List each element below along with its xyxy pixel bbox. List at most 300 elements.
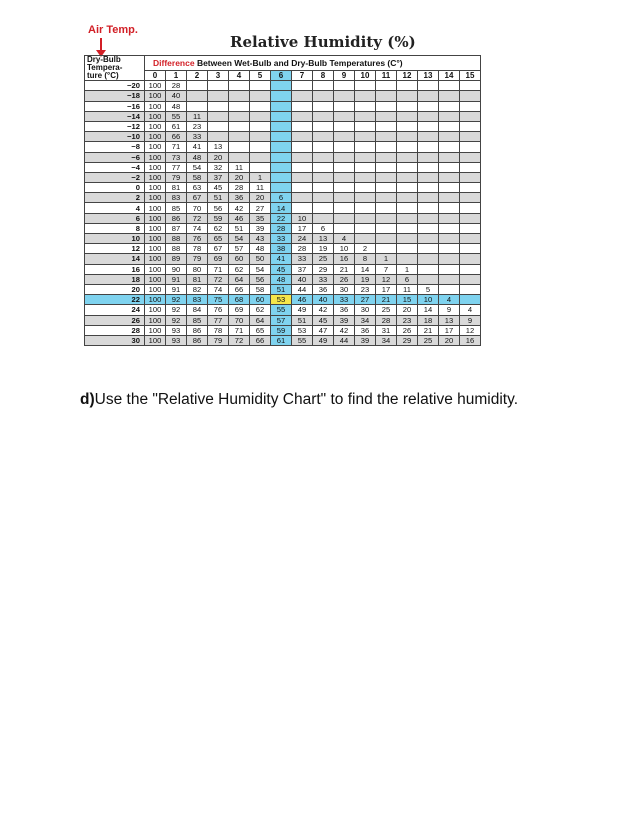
table-cell: 12 — [460, 325, 481, 335]
row-label: −16 — [85, 101, 145, 111]
table-cell — [376, 152, 397, 162]
table-cell: 19 — [313, 244, 334, 254]
table-cell: 79 — [208, 335, 229, 345]
table-cell: 100 — [145, 295, 166, 305]
table-cell — [208, 132, 229, 142]
table-cell: 40 — [166, 91, 187, 101]
table-cell: 34 — [355, 315, 376, 325]
table-cell — [292, 101, 313, 111]
table-cell: 92 — [166, 305, 187, 315]
table-cell: 53 — [271, 295, 292, 305]
table-cell: 64 — [250, 315, 271, 325]
table-cell: 100 — [145, 172, 166, 182]
table-cell: 24 — [292, 234, 313, 244]
table-cell: 91 — [166, 284, 187, 294]
row-label: −10 — [85, 132, 145, 142]
table-cell — [439, 284, 460, 294]
row-label: 14 — [85, 254, 145, 264]
table-cell — [313, 81, 334, 91]
table-cell — [439, 121, 460, 131]
table-cell: 21 — [334, 264, 355, 274]
table-cell: 26 — [397, 325, 418, 335]
table-cell: 1 — [397, 264, 418, 274]
table-cell: 20 — [208, 152, 229, 162]
table-cell — [229, 101, 250, 111]
row-label: 12 — [85, 244, 145, 254]
table-cell — [292, 121, 313, 131]
table-cell: 45 — [271, 264, 292, 274]
table-cell: 33 — [187, 132, 208, 142]
table-cell — [460, 284, 481, 294]
row-label: −20 — [85, 81, 145, 91]
table-row — [85, 142, 481, 152]
table-cell — [439, 172, 460, 182]
table-cell — [460, 152, 481, 162]
table-cell — [313, 91, 334, 101]
table-cell: 36 — [229, 193, 250, 203]
table-cell: 72 — [208, 274, 229, 284]
table-row — [85, 274, 481, 284]
table-cell: 67 — [208, 244, 229, 254]
table-cell: 100 — [145, 234, 166, 244]
row-label: 28 — [85, 325, 145, 335]
table-cell: 48 — [250, 244, 271, 254]
table-cell: 58 — [187, 172, 208, 182]
table-cell — [313, 132, 334, 142]
table-cell: 32 — [208, 162, 229, 172]
table-cell — [460, 172, 481, 182]
table-cell: 100 — [145, 162, 166, 172]
table-cell: 36 — [334, 305, 355, 315]
table-cell: 100 — [145, 101, 166, 111]
table-cell — [313, 101, 334, 111]
table-cell: 1 — [376, 254, 397, 264]
table-cell: 36 — [313, 284, 334, 294]
table-row — [85, 223, 481, 233]
table-cell — [439, 183, 460, 193]
table-cell: 4 — [439, 295, 460, 305]
table-cell: 92 — [166, 315, 187, 325]
corner-label — [85, 56, 145, 81]
table-cell: 14 — [418, 305, 439, 315]
table-cell — [397, 254, 418, 264]
question-d — [80, 389, 560, 411]
table-cell — [271, 121, 292, 131]
table-cell: 9 — [439, 305, 460, 315]
table-cell: 10 — [292, 213, 313, 223]
table-cell: 100 — [145, 81, 166, 91]
table-cell — [439, 203, 460, 213]
table-cell: 36 — [355, 325, 376, 335]
table-cell: 35 — [250, 213, 271, 223]
row-label: −6 — [85, 152, 145, 162]
table-cell — [418, 81, 439, 91]
table-cell — [418, 172, 439, 182]
table-cell: 17 — [439, 325, 460, 335]
table-cell — [376, 142, 397, 152]
table-cell: 5 — [418, 284, 439, 294]
table-row — [85, 121, 481, 131]
table-cell — [418, 193, 439, 203]
table-row — [85, 295, 481, 305]
column-header: 4 — [229, 71, 250, 81]
table-cell: 53 — [292, 325, 313, 335]
table-cell — [460, 223, 481, 233]
table-cell — [271, 81, 292, 91]
table-cell — [313, 121, 334, 131]
table-cell — [460, 91, 481, 101]
table-cell — [397, 81, 418, 91]
table-cell — [418, 101, 439, 111]
table-cell: 23 — [355, 284, 376, 294]
table-cell — [187, 81, 208, 91]
table-cell — [439, 101, 460, 111]
table-cell: 12 — [376, 274, 397, 284]
table-cell — [460, 193, 481, 203]
table-cell: 49 — [292, 305, 313, 315]
table-cell: 30 — [355, 305, 376, 315]
table-cell: 77 — [208, 315, 229, 325]
table-cell: 33 — [292, 254, 313, 264]
table-cell — [250, 142, 271, 152]
table-cell: 88 — [166, 244, 187, 254]
table-cell: 28 — [271, 223, 292, 233]
table-cell — [250, 162, 271, 172]
table-cell: 51 — [208, 193, 229, 203]
table-cell: 50 — [250, 254, 271, 264]
table-cell — [439, 213, 460, 223]
table-cell: 55 — [166, 111, 187, 121]
table-cell — [334, 223, 355, 233]
table-cell: 100 — [145, 213, 166, 223]
table-cell: 59 — [208, 213, 229, 223]
column-header: 11 — [376, 71, 397, 81]
table-cell — [460, 213, 481, 223]
table-cell: 16 — [334, 254, 355, 264]
table-cell: 19 — [355, 274, 376, 284]
table-row — [85, 264, 481, 274]
table-cell — [292, 193, 313, 203]
table-cell — [439, 132, 460, 142]
table-cell: 86 — [187, 325, 208, 335]
table-cell: 18 — [418, 315, 439, 325]
column-header: 0 — [145, 71, 166, 81]
table-cell: 58 — [250, 284, 271, 294]
table-cell: 48 — [271, 274, 292, 284]
table-cell — [292, 162, 313, 172]
table-cell: 63 — [187, 183, 208, 193]
table-cell — [355, 81, 376, 91]
table-cell — [376, 223, 397, 233]
table-row — [85, 335, 481, 345]
table-cell — [460, 132, 481, 142]
table-cell — [313, 111, 334, 121]
table-cell: 25 — [376, 305, 397, 315]
row-label: 22 — [85, 295, 145, 305]
table-cell: 46 — [292, 295, 313, 305]
table-cell: 28 — [166, 81, 187, 91]
table-cell — [418, 142, 439, 152]
corner-label-line: ture (°C) — [87, 71, 119, 80]
table-cell: 71 — [166, 142, 187, 152]
table-cell: 69 — [229, 305, 250, 315]
table-cell: 29 — [397, 335, 418, 345]
table-cell: 6 — [271, 193, 292, 203]
table-cell: 29 — [313, 264, 334, 274]
table-cell: 33 — [271, 234, 292, 244]
table-cell: 7 — [376, 264, 397, 274]
table-cell: 13 — [439, 315, 460, 325]
table-cell — [355, 111, 376, 121]
difference-rest: Between Wet-Bulb and Dry-Bulb Temperatures (C°) — [194, 57, 403, 68]
table-cell: 28 — [292, 244, 313, 254]
table-cell: 21 — [418, 325, 439, 335]
table-cell: 79 — [187, 254, 208, 264]
table-cell — [313, 183, 334, 193]
table-row — [85, 101, 481, 111]
table-cell — [397, 193, 418, 203]
table-cell: 100 — [145, 142, 166, 152]
table-cell: 100 — [145, 264, 166, 274]
table-cell — [439, 244, 460, 254]
table-cell: 25 — [313, 254, 334, 264]
table-cell — [229, 91, 250, 101]
row-label: 8 — [85, 223, 145, 233]
table-cell — [460, 81, 481, 91]
question-text: Use the "Relative Humidity Chart" to find the relative humidity. — [94, 391, 519, 408]
table-cell — [355, 91, 376, 101]
difference-header — [145, 56, 481, 71]
table-cell: 74 — [208, 284, 229, 294]
table-cell: 56 — [208, 203, 229, 213]
table-cell — [460, 234, 481, 244]
table-cell — [229, 81, 250, 91]
table-cell — [229, 142, 250, 152]
table-cell — [271, 111, 292, 121]
table-cell: 49 — [313, 335, 334, 345]
table-cell: 85 — [187, 315, 208, 325]
table-cell: 59 — [271, 325, 292, 335]
table-cell — [250, 132, 271, 142]
table-cell — [418, 121, 439, 131]
table-cell — [229, 121, 250, 131]
relative-humidity-chart — [80, 24, 524, 364]
table-cell — [418, 162, 439, 172]
table-cell: 27 — [250, 203, 271, 213]
table-cell: 9 — [460, 315, 481, 325]
table-cell: 10 — [334, 244, 355, 254]
table-cell: 100 — [145, 284, 166, 294]
table-cell: 42 — [229, 203, 250, 213]
column-header: 1 — [166, 71, 187, 81]
table-cell: 62 — [208, 223, 229, 233]
table-cell: 51 — [229, 223, 250, 233]
row-label: 4 — [85, 203, 145, 213]
table-cell: 54 — [229, 234, 250, 244]
table-cell — [208, 121, 229, 131]
table-cell: 8 — [355, 254, 376, 264]
table-cell: 61 — [271, 335, 292, 345]
table-cell: 78 — [208, 325, 229, 335]
table-cell — [355, 152, 376, 162]
table-cell: 100 — [145, 193, 166, 203]
table-cell — [439, 193, 460, 203]
table-cell: 51 — [271, 284, 292, 294]
table-cell: 74 — [187, 223, 208, 233]
column-header: 3 — [208, 71, 229, 81]
table-cell — [271, 91, 292, 101]
table-cell: 33 — [313, 274, 334, 284]
table-cell: 39 — [250, 223, 271, 233]
table-cell — [397, 162, 418, 172]
table-cell — [229, 152, 250, 162]
table-cell: 76 — [187, 234, 208, 244]
table-cell: 62 — [229, 264, 250, 274]
table-cell: 83 — [166, 193, 187, 203]
table-cell — [397, 234, 418, 244]
table-cell — [439, 223, 460, 233]
table-cell: 100 — [145, 183, 166, 193]
column-header: 10 — [355, 71, 376, 81]
table-cell — [334, 132, 355, 142]
table-cell — [313, 213, 334, 223]
table-cell — [460, 274, 481, 284]
column-header: 12 — [397, 71, 418, 81]
table-cell — [292, 81, 313, 91]
table-cell: 37 — [292, 264, 313, 274]
table-cell — [313, 152, 334, 162]
table-cell — [292, 203, 313, 213]
table-row — [85, 152, 481, 162]
table-cell: 100 — [145, 315, 166, 325]
table-cell — [460, 162, 481, 172]
row-label: 26 — [85, 315, 145, 325]
column-header: 5 — [250, 71, 271, 81]
table-cell — [418, 223, 439, 233]
table-cell: 39 — [334, 315, 355, 325]
table-cell: 67 — [187, 193, 208, 203]
chart-title: Relative Humidity (%) — [230, 33, 416, 51]
table-cell — [355, 172, 376, 182]
table-cell — [439, 81, 460, 91]
table-row — [85, 132, 481, 142]
difference-word: Difference — [153, 57, 195, 68]
table-cell: 34 — [376, 335, 397, 345]
row-label: 16 — [85, 264, 145, 274]
table-cell: 23 — [187, 121, 208, 131]
table-cell — [439, 91, 460, 101]
table-cell: 75 — [208, 295, 229, 305]
table-cell — [250, 101, 271, 111]
table-cell — [376, 183, 397, 193]
table-cell — [376, 101, 397, 111]
table-cell — [355, 162, 376, 172]
table-cell — [313, 193, 334, 203]
table-cell — [208, 81, 229, 91]
row-label: −18 — [85, 91, 145, 101]
table-cell — [376, 172, 397, 182]
column-header: 15 — [460, 71, 481, 81]
table-cell: 26 — [334, 274, 355, 284]
table-cell — [460, 121, 481, 131]
table-cell: 66 — [166, 132, 187, 142]
table-cell — [355, 142, 376, 152]
table-cell: 90 — [166, 264, 187, 274]
table-cell — [334, 111, 355, 121]
table-cell — [439, 264, 460, 274]
table-cell — [376, 213, 397, 223]
row-label: 30 — [85, 335, 145, 345]
table-cell — [271, 162, 292, 172]
row-label: 18 — [85, 274, 145, 284]
table-cell — [460, 254, 481, 264]
table-cell — [334, 142, 355, 152]
table-cell — [187, 101, 208, 111]
question-label: d) — [80, 391, 95, 408]
table-cell: 21 — [376, 295, 397, 305]
row-label: −14 — [85, 111, 145, 121]
table-cell — [355, 203, 376, 213]
table-cell — [439, 111, 460, 121]
table-cell: 44 — [334, 335, 355, 345]
table-row — [85, 315, 481, 325]
table-cell — [271, 172, 292, 182]
table-cell: 65 — [250, 325, 271, 335]
table-cell: 46 — [229, 213, 250, 223]
table-cell — [397, 91, 418, 101]
table-cell — [334, 183, 355, 193]
table-cell — [250, 152, 271, 162]
table-row — [85, 91, 481, 101]
table-cell — [334, 101, 355, 111]
table-cell: 13 — [208, 142, 229, 152]
corner-label-line: Tempera- — [87, 63, 123, 72]
table-cell — [292, 132, 313, 142]
table-cell: 30 — [334, 284, 355, 294]
row-label: 20 — [85, 284, 145, 294]
table-cell: 38 — [271, 244, 292, 254]
table-cell: 31 — [376, 325, 397, 335]
table-cell — [418, 254, 439, 264]
table-cell — [418, 132, 439, 142]
table-cell: 100 — [145, 121, 166, 131]
column-header: 7 — [292, 71, 313, 81]
row-label: 2 — [85, 193, 145, 203]
table-row — [85, 213, 481, 223]
table-cell: 17 — [376, 284, 397, 294]
table-cell: 54 — [250, 264, 271, 274]
table-cell: 2 — [355, 244, 376, 254]
table-cell: 72 — [187, 213, 208, 223]
table-cell — [397, 142, 418, 152]
table-cell: 14 — [271, 203, 292, 213]
table-cell — [313, 142, 334, 152]
down-arrow-icon — [100, 38, 102, 52]
table-cell — [292, 152, 313, 162]
table-cell: 14 — [355, 264, 376, 274]
table-cell: 45 — [313, 315, 334, 325]
table-cell: 100 — [145, 254, 166, 264]
table-cell — [460, 264, 481, 274]
table-cell: 4 — [334, 234, 355, 244]
table-cell: 48 — [187, 152, 208, 162]
row-label: −12 — [85, 121, 145, 131]
table-cell: 70 — [229, 315, 250, 325]
table-cell — [355, 193, 376, 203]
table-cell: 69 — [208, 254, 229, 264]
table-cell: 93 — [166, 325, 187, 335]
table-cell — [271, 101, 292, 111]
